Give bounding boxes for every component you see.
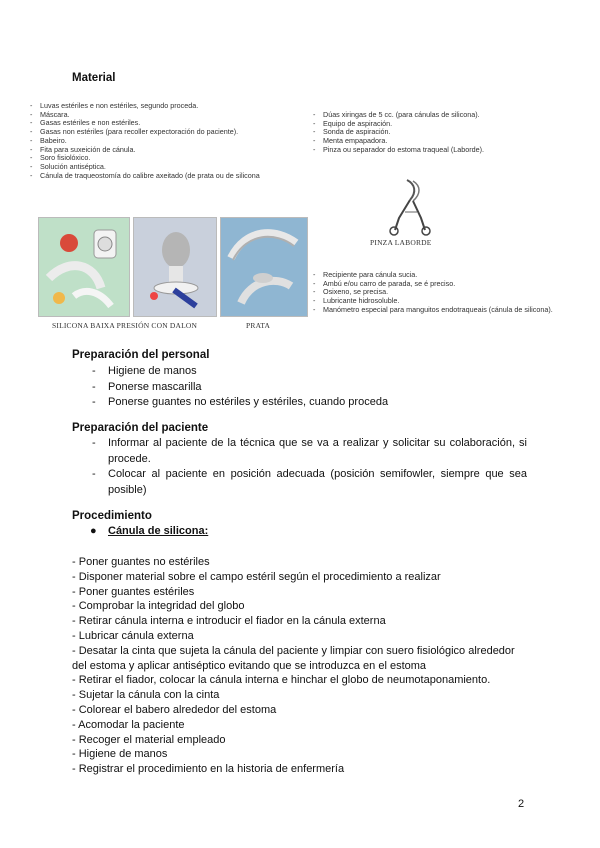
list-item: - Luvas estériles e non estériles, segundo proceda. <box>30 102 320 111</box>
personal-heading: Preparación del personal <box>72 349 210 361</box>
list-item: - Desatar la cinta que sujeta la cánula del paciente y limpiar con suero fisiológico alrededor del estoma y aplicar antiséptico evitando que se introduzca en el estoma <box>72 644 530 674</box>
list-item: - Ponerse guantes no estériles y estériles, cuando proceda <box>72 395 532 411</box>
list-item: - Fita para suxeición de cánula. <box>30 146 320 155</box>
list-item: - Colocar al paciente en posición adecuada (posición semifowler, siempre que sea posible) <box>72 467 527 498</box>
list-item: - Poner guantes estériles <box>72 585 530 600</box>
list-item: - Soro fisiolóxico. <box>30 154 320 163</box>
list-item: - Poner guantes no estériles <box>72 555 530 570</box>
list-item: - Recipiente para cánula sucia. <box>313 271 598 280</box>
list-item: - Sonda de aspiración. <box>313 128 573 137</box>
list-item: - Recoger el material empleado <box>72 733 530 748</box>
paciente-heading: Preparación del paciente <box>72 422 209 434</box>
silicona-ambu-photo <box>133 217 217 317</box>
list-item: - Ambú e/ou carro de parada, se é preciso. <box>313 280 598 289</box>
list-item: - Pinza ou separador do estoma traqueal (Laborde). <box>313 146 573 155</box>
paciente-list <box>72 436 527 498</box>
bullet-icon: ● <box>90 525 97 537</box>
personal-list <box>72 364 532 411</box>
procedimiento-heading: Procedimiento <box>72 510 152 522</box>
prata-canula-photo <box>220 217 308 317</box>
list-item: - Retirar el fiador, colocar la cánula interna e hinchar el globo de neumotaponamiento. <box>72 673 530 688</box>
list-item: - Ponerse mascarilla <box>72 380 532 396</box>
laborde-pinza-image <box>385 178 435 236</box>
caption-silicona: SILICONA BAIXA PRESIÓN CON DALON <box>52 321 198 330</box>
list-item: - Comprobar la integridad del globo <box>72 599 530 614</box>
list-item: - Registrar el procedimiento en la historia de enfermería <box>72 762 530 777</box>
list-item: - Cánula de traqueostomía do calibre axeitado (de prata ou de silicona <box>30 172 320 181</box>
list-item: - Menta empapadora. <box>313 137 573 146</box>
list-item: - Gasas non estériles (para recoller expectoración do paciente). <box>30 128 320 137</box>
list-item: - Colorear el babero alrededor del estoma <box>72 703 530 718</box>
silicona-kit-photo <box>38 217 130 317</box>
silicona-subheading-row <box>90 525 208 537</box>
pinza-caption: PINZA LABORDE <box>370 238 432 247</box>
material-list-right-bottom <box>313 271 598 315</box>
material-list-left <box>30 102 320 180</box>
list-item: - Dúas xiringas de 5 cc. (para cánulas de silicona). <box>313 111 573 120</box>
list-item: - Babeiro. <box>30 137 320 146</box>
list-item: - Disponer material sobre el campo estéril según el procedimiento a realizar <box>72 570 530 585</box>
material-heading: Material <box>72 72 116 84</box>
list-item: - Manómetro especial para manguitos endotraqueais (cánula de silicona). <box>313 306 598 315</box>
list-item: - Higiene de manos <box>72 364 532 380</box>
silicona-subheading: Cánula de silicona: <box>108 525 209 537</box>
list-item: - Equipo de aspiración. <box>313 120 573 129</box>
list-item: - Informar al paciente de la técnica que se va a realizar y solicitar su colaboración, si procede. <box>72 436 527 467</box>
procedimiento-steps <box>72 555 530 777</box>
material-list-right-top <box>313 111 573 155</box>
list-item: - Solución antiséptica. <box>30 163 320 172</box>
list-item: - Osixeno, se precisa. <box>313 288 598 297</box>
page-number: 2 <box>518 798 525 810</box>
list-item: - Gasas estériles e non estériles. <box>30 119 320 128</box>
list-item: - Sujetar la cánula con la cinta <box>72 688 530 703</box>
list-item: - Máscara. <box>30 111 320 120</box>
list-item: - Higiene de manos <box>72 747 530 762</box>
caption-prata: PRATA <box>246 321 271 330</box>
list-item: - Retirar cánula interna e introducir el fiador en la cánula externa <box>72 614 530 629</box>
list-item: - Lubricante hidrosoluble. <box>313 297 598 306</box>
list-item: - Lubricar cánula externa <box>72 629 530 644</box>
list-item: - Acomodar la paciente <box>72 718 530 733</box>
